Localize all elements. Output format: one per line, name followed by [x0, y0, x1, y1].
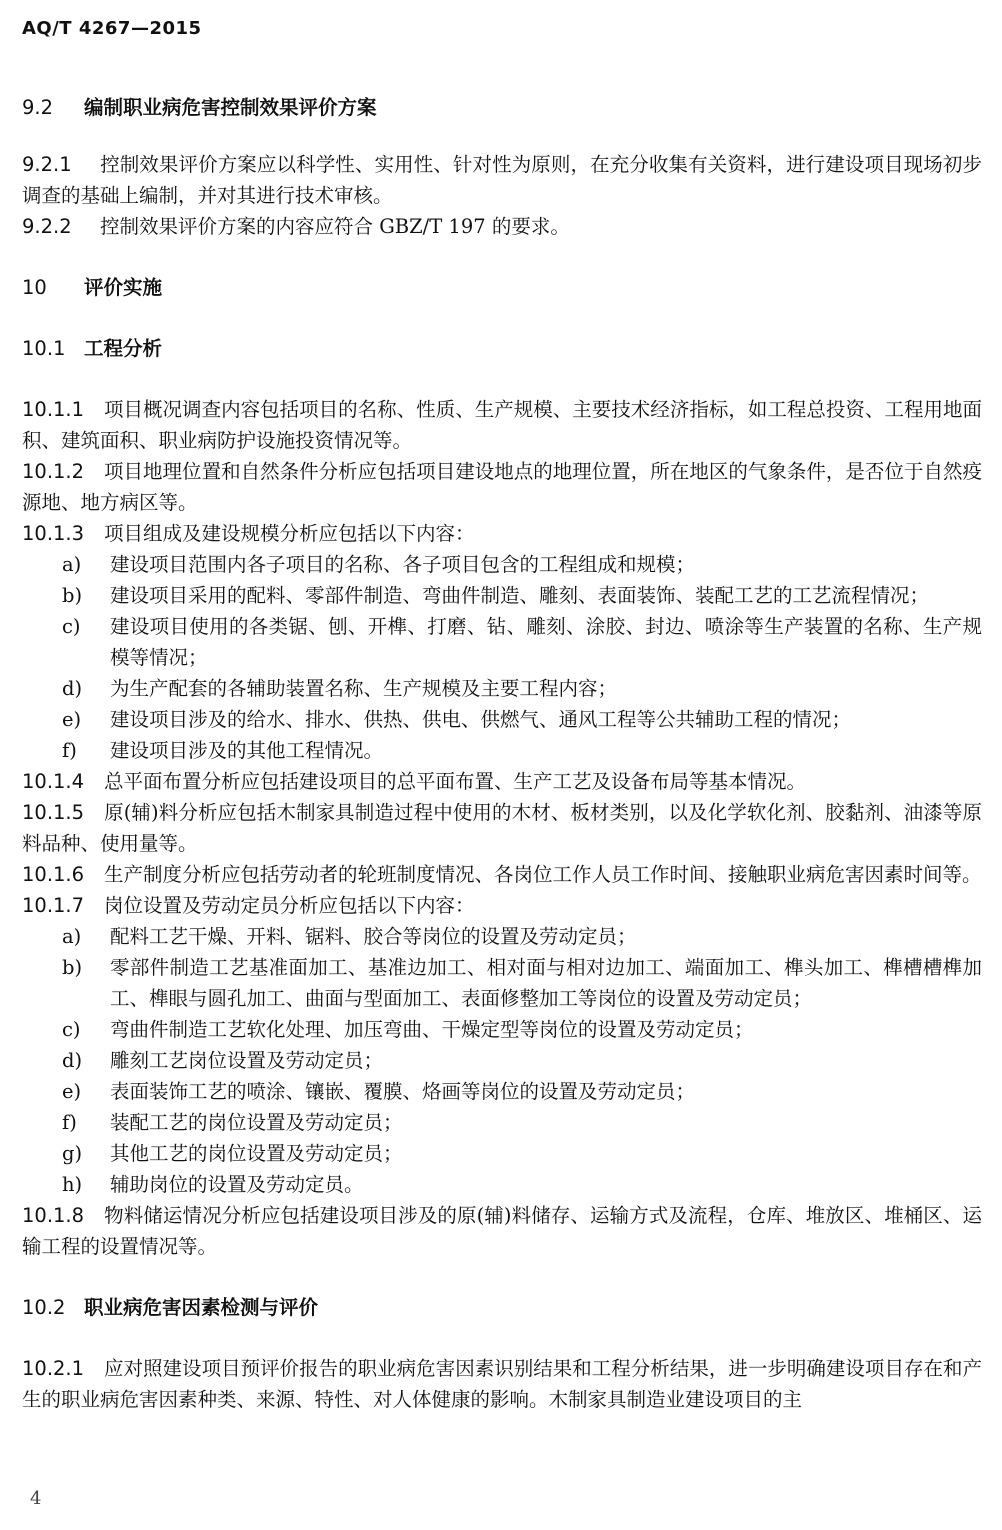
list-item-text: 零部件制造工艺基准面加工、基准边加工、相对面与相对边加工、端面加工、榫头加工、榫槽槽榫加工、榫眼与圆孔加工、曲面与型面加工、表面修整加工等岗位的设置及劳动定员；	[110, 956, 982, 1010]
list-item	[22, 1045, 982, 1076]
section-heading-9-2	[22, 92, 982, 123]
list-marker: b)	[62, 584, 83, 607]
clause-number: 10.1.4	[22, 770, 85, 793]
clause-number: 9.2.1	[22, 153, 72, 176]
list-item	[22, 1076, 982, 1107]
list-item	[22, 580, 982, 611]
list-marker: c)	[62, 1018, 81, 1041]
clause-number: 9.2.2	[22, 215, 72, 238]
list-marker: d)	[62, 1049, 83, 1072]
list-item-text: 建设项目涉及的给水、排水、供热、供电、供燃气、通风工程等公共辅助工程的情况；	[110, 708, 852, 731]
list-marker: d)	[62, 677, 83, 700]
list-marker: f)	[62, 739, 77, 762]
clause-number: 10.1.3	[22, 522, 85, 545]
clause-number: 10.1.6	[22, 863, 85, 886]
list-marker: e)	[62, 708, 82, 731]
clause-number: 10.2.1	[22, 1357, 85, 1380]
document-body	[22, 92, 982, 1415]
section-title: 职业病危害因素检测与评价	[84, 1296, 319, 1319]
list-item	[22, 1107, 982, 1138]
list-marker: b)	[62, 956, 83, 979]
clause-10-1-4	[22, 766, 982, 797]
clause-number: 10.1.5	[22, 801, 85, 824]
clause-text: 控制效果评价方案的内容应符合 GBZ/T 197 的要求。	[100, 215, 570, 238]
clause-10-1-8	[22, 1200, 982, 1262]
clause-number: 10.1.2	[22, 460, 85, 483]
list-item	[22, 549, 982, 580]
list-marker: a)	[62, 925, 82, 948]
list-marker: a)	[62, 553, 82, 576]
list-marker: c)	[62, 615, 81, 638]
clause-number: 10.1.1	[22, 398, 85, 421]
clause-number: 10.1.7	[22, 894, 85, 917]
section-heading-10-2	[22, 1292, 982, 1323]
section-heading-10-1	[22, 333, 982, 364]
section-number: 10.2	[22, 1296, 66, 1319]
standard-code: AQ/T 4267—2015	[22, 18, 202, 39]
list-item	[22, 1169, 982, 1200]
list-item-text: 为生产配套的各辅助装置名称、生产规模及主要工程内容；	[110, 677, 618, 700]
clause-10-1-2	[22, 456, 982, 518]
clause-9-2-2	[22, 211, 982, 242]
list-item-text: 配料工艺干燥、开料、锯料、胶合等岗位的设置及劳动定员；	[110, 925, 637, 948]
list-item-text: 建设项目使用的各类锯、刨、开榫、打磨、钻、雕刻、涂胶、封边、喷涂等生产装置的名称、生产规模等情况；	[110, 615, 982, 669]
list-item	[22, 952, 982, 1014]
list-item-text: 建设项目采用的配料、零部件制造、弯曲件制造、雕刻、表面装饰、装配工艺的工艺流程情况；	[110, 584, 930, 607]
clause-10-1-3-list	[22, 549, 982, 766]
clause-number: 10.1.8	[22, 1204, 85, 1227]
clause-text: 项目组成及建设规模分析应包括以下内容：	[104, 522, 475, 545]
list-item-text: 辅助岗位的设置及劳动定员。	[110, 1173, 364, 1196]
clause-10-1-6	[22, 859, 982, 890]
list-marker: f)	[62, 1111, 77, 1134]
section-heading-10	[22, 272, 982, 303]
list-item-text: 建设项目范围内各子项目的名称、各子项目包含的工程组成和规模；	[110, 553, 696, 576]
clause-text: 物料储运情况分析应包括建设项目涉及的原(辅)料储存、运输方式及流程，仓库、堆放区、堆桶区、运输工程的设置情况等。	[22, 1204, 982, 1258]
list-item-text: 建设项目涉及的其他工程情况。	[110, 739, 384, 762]
clause-10-1-5	[22, 797, 982, 859]
clause-text: 生产制度分析应包括劳动者的轮班制度情况、各岗位工作人员工作时间、接触职业病危害因素时间等。	[104, 863, 982, 886]
list-item	[22, 1138, 982, 1169]
clause-10-1-3	[22, 518, 982, 549]
list-item	[22, 1014, 982, 1045]
clause-10-1-7	[22, 890, 982, 921]
clause-text: 控制效果评价方案应以科学性、实用性、针对性为原则，在充分收集有关资料，进行建设项目现场初步调查的基础上编制，并对其进行技术审核。	[22, 153, 982, 207]
list-marker: e)	[62, 1080, 82, 1103]
list-item	[22, 921, 982, 952]
clause-9-2-1	[22, 149, 982, 211]
clause-text: 项目概况调查内容包括项目的名称、性质、生产规模、主要技术经济指标，如工程总投资、工程用地面积、建筑面积、职业病防护设施投资情况等。	[22, 398, 982, 452]
list-item	[22, 704, 982, 735]
list-item-text: 弯曲件制造工艺软化处理、加压弯曲、干燥定型等岗位的设置及劳动定员；	[110, 1018, 754, 1041]
section-number: 10	[22, 276, 47, 299]
section-number: 9.2	[22, 96, 54, 119]
clause-10-1-7-list	[22, 921, 982, 1200]
list-item-text: 其他工艺的岗位设置及劳动定员；	[110, 1142, 403, 1165]
list-item-text: 表面装饰工艺的喷涂、镶嵌、覆膜、烙画等岗位的设置及劳动定员；	[110, 1080, 696, 1103]
clause-text: 总平面布置分析应包括建设项目的总平面布置、生产工艺及设备布局等基本情况。	[104, 770, 807, 793]
clause-text: 项目地理位置和自然条件分析应包括项目建设地点的地理位置，所在地区的气象条件，是否位于自然疫源地、地方病区等。	[22, 460, 982, 514]
clause-text: 原(辅)料分析应包括木制家具制造过程中使用的木材、板材类别，以及化学软化剂、胶黏剂、油漆等原料品种、使用量等。	[22, 801, 982, 855]
clause-10-1-1	[22, 394, 982, 456]
clause-10-2-1	[22, 1353, 982, 1415]
clause-text: 岗位设置及劳动定员分析应包括以下内容：	[104, 894, 475, 917]
list-item-text: 雕刻工艺岗位设置及劳动定员；	[110, 1049, 384, 1072]
section-title: 编制职业病危害控制效果评价方案	[84, 96, 377, 119]
list-item	[22, 673, 982, 704]
list-item	[22, 735, 982, 766]
list-item	[22, 611, 982, 673]
page-number: 4	[30, 1488, 42, 1509]
section-number: 10.1	[22, 337, 66, 360]
clause-text: 应对照建设项目预评价报告的职业病危害因素识别结果和工程分析结果，进一步明确建设项目存在和产生的职业病危害因素种类、来源、特性、对人体健康的影响。木制家具制造业建设项目的主	[22, 1357, 982, 1411]
section-title: 工程分析	[84, 337, 163, 360]
list-marker: g)	[62, 1142, 83, 1165]
list-marker: h)	[62, 1173, 83, 1196]
section-title: 评价实施	[84, 276, 163, 299]
list-item-text: 装配工艺的岗位设置及劳动定员；	[110, 1111, 403, 1134]
